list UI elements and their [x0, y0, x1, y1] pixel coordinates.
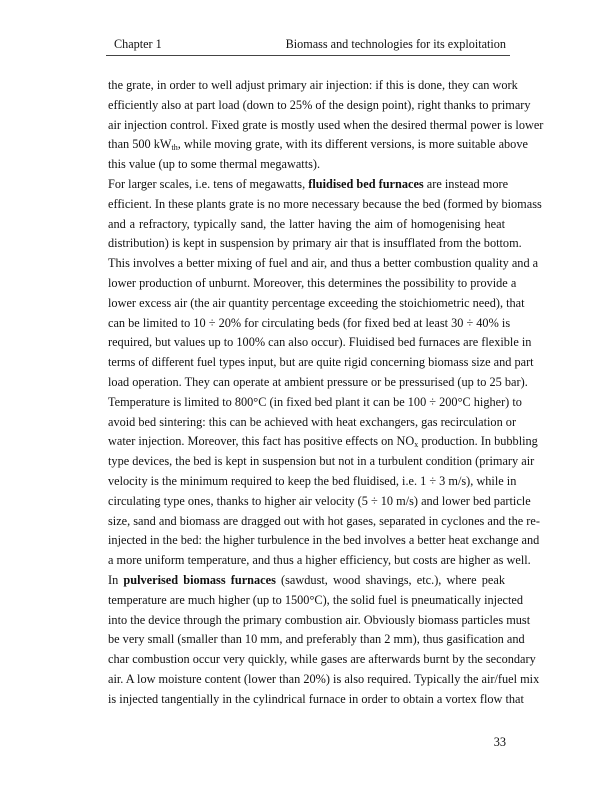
text-span: are instead more	[423, 176, 509, 191]
text-line	[108, 373, 528, 393]
text-span: terms of different fuel types input, but are quite rigid concerning biomass size and part	[108, 355, 534, 370]
paragraph	[108, 571, 540, 710]
text-line	[108, 432, 538, 452]
paragraph	[108, 175, 542, 571]
text-span: than 500 kW	[108, 137, 172, 152]
header-rule	[106, 55, 510, 56]
text-span: (sawdust, wood shavings, etc.), where peak	[275, 572, 505, 587]
text-line	[108, 571, 505, 591]
text-line	[108, 630, 525, 650]
text-line	[108, 274, 517, 294]
text-span: is injected tangentially in the cylindrical furnace in order to obtain a vortex flow that	[108, 691, 524, 706]
text-line	[108, 492, 531, 512]
text-line	[108, 314, 511, 334]
text-span: distribution) is kept in suspension by primary air that is insufflated from the bottom.	[108, 236, 522, 251]
text-span: type devices, the bed is kept in suspension but not in a turbulent condition (primary air	[108, 454, 535, 469]
text-line	[108, 670, 540, 690]
text-span: char combustion occur very quickly, while gases are afterwards burnt by the secondary	[108, 652, 536, 667]
text-line	[108, 175, 509, 195]
text-span: this value (up to some thermal megawatts).	[108, 157, 321, 172]
text-line	[108, 551, 531, 571]
page-number: 33	[493, 735, 506, 749]
text-span: For larger scales, i.e. tens of megawatts,	[108, 176, 309, 191]
text-line	[108, 96, 531, 116]
text-line	[108, 512, 540, 532]
text-line	[108, 591, 524, 611]
text-span: In	[108, 572, 124, 587]
paragraph	[108, 76, 544, 175]
text-line	[108, 353, 534, 373]
text-line	[108, 690, 524, 710]
chapter-label: Chapter 1	[114, 37, 162, 51]
text-line	[108, 452, 535, 472]
text-line	[108, 195, 542, 215]
text-span: velocity is the minimum required to keep the bed fluidised, i.e. 1 ÷ 3 m/s), while in	[108, 473, 517, 488]
text-line	[108, 135, 528, 155]
text-span: circulating type ones, thanks to higher air velocity (5 ÷ 10 m/s) and lower bed particle	[108, 493, 531, 508]
text-span: lower excess air (the air quantity percentage exceeding the stoichiometric need), that	[108, 295, 525, 310]
text-line	[108, 531, 540, 551]
bold-term: pulverised biomass furnaces	[123, 572, 276, 587]
text-span: lower production of unburnt. Moreover, this determines the possibility to provide a	[108, 275, 517, 290]
text-span: a more uniform temperature, and thus a higher efficiency, but costs are higher as well.	[108, 553, 531, 568]
body-text	[108, 76, 544, 710]
text-line	[108, 254, 539, 274]
text-line	[108, 472, 517, 492]
text-span: can be limited to 10 ÷ 20% for circulating beds (for fixed bed at least 30 ÷ 40% is	[108, 315, 511, 330]
text-span: required, but values up to 100% can also occur). Fluidised bed furnaces are flexible in	[108, 335, 532, 350]
text-line	[108, 155, 505, 175]
text-line	[108, 413, 517, 433]
text-line	[108, 333, 532, 353]
text-span: injected in the bed: the higher turbulence in the bed involves a better heat exchange and	[108, 533, 540, 548]
chapter-title: Biomass and technologies for its exploitation	[285, 37, 506, 51]
text-span: This involves a better mixing of fuel and air, and thus a better combustion quality and a	[108, 256, 539, 271]
text-line	[108, 234, 522, 254]
subscript: x	[414, 440, 419, 450]
text-line	[108, 393, 522, 413]
text-span: efficiently also at part load (down to 25% of the design point), right thanks to primary	[108, 97, 531, 112]
text-span: Temperature is limited to 800°C (in fixed bed plant it can be 100 ÷ 200°C higher) to	[108, 394, 522, 409]
text-span: air. A low moisture content (lower than 20%) is also required. Typically the air/fuel mix	[108, 671, 540, 686]
text-span: size, sand and biomass are dragged out with hot gases, separated in cyclones and the re-	[108, 513, 540, 528]
text-span: , while moving grate, with its different versions, is more suitable above	[177, 137, 528, 152]
text-span: temperature are much higher (up to 1500°C), the solid fuel is pneumatically injected	[108, 592, 524, 607]
subscript: th	[171, 143, 178, 153]
text-line	[108, 611, 531, 631]
text-line	[108, 650, 536, 670]
running-header	[108, 37, 508, 55]
text-span: efficient. In these plants grate is no more necessary because the bed (formed by biomass	[108, 196, 542, 211]
text-line	[108, 215, 505, 235]
text-span: production. In bubbling	[418, 434, 538, 449]
text-line	[108, 116, 544, 136]
text-span: the grate, in order to well adjust primary air injection: if this is done, they can work	[108, 78, 518, 92]
text-span: load operation. They can operate at ambient pressure or be pressurised (up to 25 bar).	[108, 374, 528, 389]
text-span: avoid bed sintering: this can be achieved with heat exchangers, gas recirculation or	[108, 414, 517, 429]
text-span: air injection control. Fixed grate is mostly used when the desired thermal power is lower	[108, 117, 544, 132]
bold-term: fluidised bed furnaces	[308, 176, 424, 191]
text-line	[108, 294, 525, 314]
text-span: be very small (smaller than 10 mm, and preferably than 2 mm), thus gasification and	[108, 632, 525, 647]
text-span: into the device through the primary combustion air. Obviously biomass particles must	[108, 612, 531, 627]
text-line	[108, 76, 518, 96]
text-span: water injection. Moreover, this fact has positive effects on NO	[108, 434, 415, 449]
text-span: and a refractory, typically sand, the latter having the aim of homogenising heat	[108, 216, 505, 231]
